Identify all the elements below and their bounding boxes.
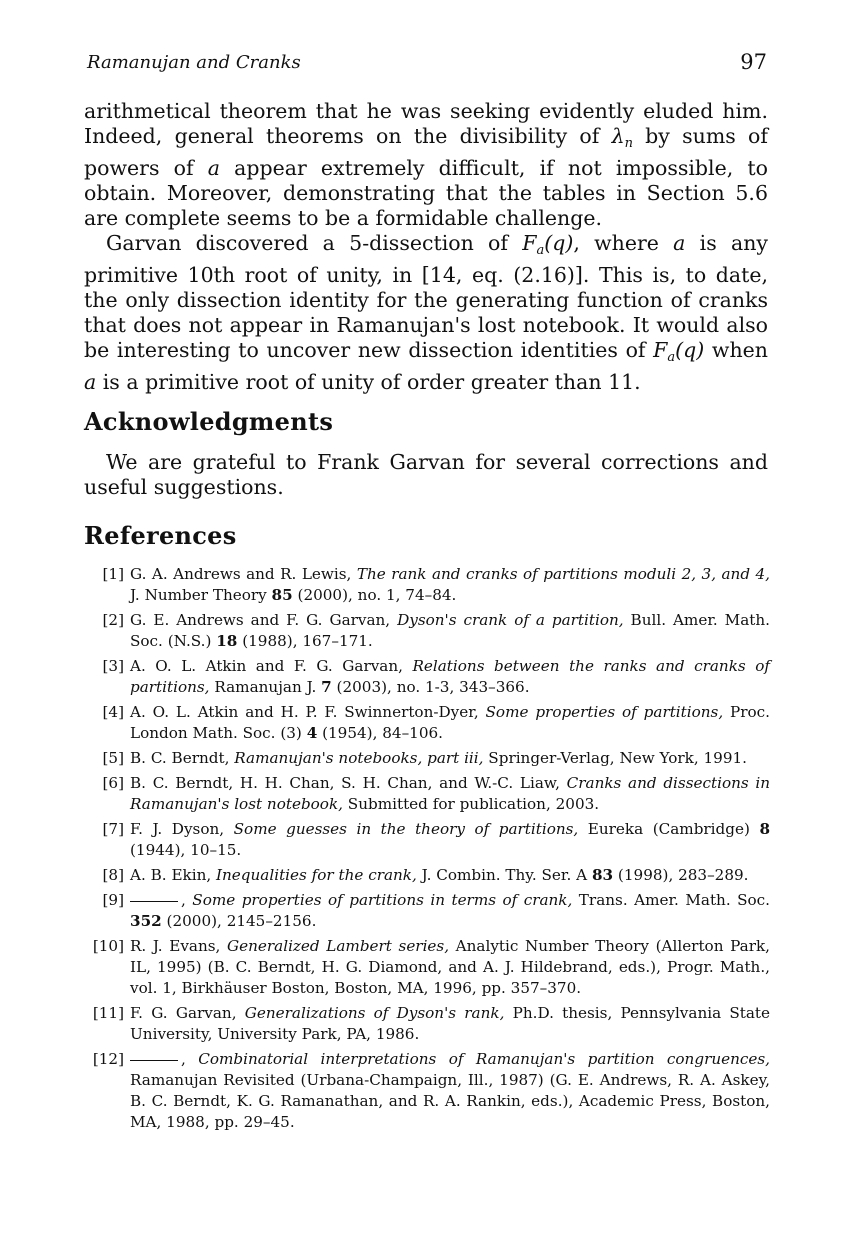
reference-text: (1998), 283–289. bbox=[613, 866, 749, 884]
paragraph-2 bbox=[84, 231, 768, 395]
text-run: appear extremely difficult, if not impossible, to obtain. Moreover, demonstrating that the tables in Section 5.6 are complete seems to be a formidable challenge. bbox=[84, 156, 768, 230]
reference-text: B. C. Berndt, bbox=[130, 749, 235, 767]
reference-volume: 352 bbox=[130, 912, 162, 930]
acknowledgments-text: We are grateful to Frank Garvan for several corrections and useful suggestions. bbox=[84, 450, 768, 499]
same-author-dash bbox=[130, 901, 178, 902]
reference-text: , bbox=[181, 891, 193, 909]
reference-item bbox=[84, 890, 770, 932]
text-run: arithmetical theorem that he was seeking evidently eluded him. Indeed, general theorems on the divisibility of bbox=[84, 99, 768, 148]
reference-text: G. E. Andrews and F. G. Garvan, bbox=[130, 611, 398, 629]
reference-text: , bbox=[181, 1050, 199, 1068]
page-number: 97 bbox=[740, 50, 767, 74]
reference-number: [8] bbox=[102, 866, 124, 884]
reference-volume: 4 bbox=[306, 724, 318, 742]
reference-text: Bull. Amer. Math. Soc. (N.S.) bbox=[130, 611, 770, 650]
references-heading: References bbox=[84, 521, 237, 550]
reference-text: Eureka (Cambridge) bbox=[578, 820, 760, 838]
text-run: is a primitive root of unity of order greater than 11. bbox=[96, 370, 641, 394]
reference-text: Ramanujan J. bbox=[209, 678, 322, 696]
text-run: is any primitive 10th root of unity, in [14, eq. (2.16)]. This is, to date, the only dissection identity for the generating function of cranks that does not appear in Ramanujan's lost notebook. It would also be interesting to uncover new dissection identities of bbox=[84, 231, 768, 362]
reference-item bbox=[84, 656, 770, 698]
reference-text: (2003), no. 1-3, 343–366. bbox=[331, 678, 530, 696]
reference-text: Proc. London Math. Soc. (3) bbox=[130, 703, 770, 742]
reference-number: [4] bbox=[102, 703, 124, 721]
reference-text: Springer-Verlag, New York, 1991. bbox=[483, 749, 747, 767]
reference-volume: 8 bbox=[759, 820, 771, 838]
text-run: , where bbox=[573, 231, 674, 255]
reference-title: Combinatorial interpretations of Ramanujan's partition congruences, bbox=[198, 1050, 770, 1068]
reference-item bbox=[84, 702, 770, 744]
reference-text: Trans. Amer. Math. Soc. bbox=[572, 891, 771, 909]
paragraph-1 bbox=[84, 99, 768, 231]
reference-number: [7] bbox=[102, 820, 124, 838]
page-header bbox=[87, 50, 767, 84]
reference-text: J. Number Theory bbox=[130, 586, 272, 604]
reference-number: [6] bbox=[102, 774, 124, 792]
reference-title: Cranks and dissections in Ramanujan's lost notebook, bbox=[130, 774, 771, 813]
acknowledgments-heading: Acknowledgments bbox=[84, 407, 334, 436]
reference-number: [12] bbox=[92, 1050, 124, 1068]
reference-volume: 7 bbox=[321, 678, 332, 696]
reference-number: [3] bbox=[102, 657, 124, 675]
reference-title: Inequalities for the crank, bbox=[216, 866, 417, 884]
math-F: $F_a(q)$ bbox=[522, 231, 574, 258]
reference-number: [5] bbox=[102, 749, 124, 767]
reference-number: [2] bbox=[102, 611, 124, 629]
reference-text: F. G. Garvan, bbox=[130, 1004, 245, 1022]
math-a: a bbox=[673, 231, 686, 255]
reference-title: Generalized Lambert series, bbox=[227, 937, 450, 955]
reference-title: Dyson's crank of a partition, bbox=[397, 611, 624, 629]
reference-text: Ph.D. thesis, Pennsylvania State University, University Park, PA, 1986. bbox=[130, 1004, 771, 1043]
reference-text: F. J. Dyson, bbox=[130, 820, 234, 838]
reference-number: [1] bbox=[102, 565, 124, 583]
math-a: a bbox=[207, 156, 220, 180]
reference-title: Some guesses in the theory of partitions, bbox=[233, 820, 579, 838]
reference-text: J. Combin. Thy. Ser. A bbox=[416, 866, 592, 884]
reference-text: (1954), 84–106. bbox=[317, 724, 443, 742]
reference-title: The rank and cranks of partitions moduli 2, 3, and 4, bbox=[356, 565, 770, 583]
reference-volume: 83 bbox=[591, 866, 614, 884]
reference-item bbox=[84, 936, 770, 999]
reference-text: A. O. L. Atkin and F. G. Garvan, bbox=[130, 657, 413, 675]
reference-item bbox=[84, 748, 770, 769]
reference-title: Some properties of partitions in terms of crank, bbox=[192, 891, 573, 909]
reference-text: B. C. Berndt, H. H. Chan, S. H. Chan, and W.-C. Liaw, bbox=[130, 774, 567, 792]
reference-title: Generalizations of Dyson's rank, bbox=[244, 1004, 505, 1022]
reference-text: R. J. Evans, bbox=[130, 937, 228, 955]
reference-item bbox=[84, 1003, 770, 1045]
reference-item bbox=[84, 865, 770, 886]
reference-title: Some properties of partitions, bbox=[485, 703, 724, 721]
math-F: $F_a(q)$ bbox=[653, 338, 705, 365]
reference-text: (2000), no. 1, 74–84. bbox=[292, 586, 457, 604]
reference-volume: 85 bbox=[271, 586, 293, 604]
text-run: Garvan discovered a 5-dissection of bbox=[106, 231, 523, 255]
reference-item bbox=[84, 1049, 770, 1133]
text-run: by sums of powers of bbox=[84, 124, 768, 180]
reference-text: A. O. L. Atkin and H. P. F. Swinnerton-Dyer, bbox=[130, 703, 486, 721]
reference-item bbox=[84, 773, 770, 815]
reference-number: [10] bbox=[92, 937, 124, 955]
reference-text: Submitted for publication, 2003. bbox=[342, 795, 600, 813]
reference-text: Ramanujan Revisited (Urbana-Champaign, Ill., 1987) (G. E. Andrews, R. A. Askey, B. C. Berndt, K. G. Ramanathan, and R. A. Rankin, eds.), Academic Press, Boston, MA, 1988, pp. 29–45. bbox=[130, 1071, 770, 1131]
lambda-symbol: $\lambda_n$ bbox=[611, 124, 633, 151]
reference-item bbox=[84, 819, 770, 861]
reference-item bbox=[84, 564, 770, 606]
running-title: Ramanujan and Cranks bbox=[87, 52, 301, 73]
math-a: a bbox=[84, 370, 97, 394]
reference-list bbox=[84, 564, 770, 1137]
same-author-dash bbox=[130, 1060, 178, 1061]
reference-text: (2000), 2145–2156. bbox=[161, 912, 317, 930]
reference-title: Relations between the ranks and cranks of partitions, bbox=[130, 657, 770, 696]
reference-item bbox=[84, 610, 770, 652]
text-run: when bbox=[704, 338, 768, 362]
reference-volume: 18 bbox=[216, 632, 238, 650]
reference-text: (1944), 10–15. bbox=[130, 841, 242, 859]
reference-title: Ramanujan's notebooks, part iii, bbox=[234, 749, 484, 767]
reference-text: (1988), 167–171. bbox=[237, 632, 373, 650]
reference-text: Analytic Number Theory (Allerton Park, IL, 1995) (B. C. Berndt, H. G. Diamond, and A. J. Hildebrand, eds.), Progr. Math., vol. 1, Birkhäuser Boston, Boston, MA, 1996, pp. 357–370. bbox=[130, 937, 770, 997]
reference-text: G. A. Andrews and R. Lewis, bbox=[130, 565, 357, 583]
reference-number: [9] bbox=[102, 891, 124, 909]
reference-number: [11] bbox=[92, 1004, 124, 1022]
reference-text: A. B. Ekin, bbox=[130, 866, 217, 884]
